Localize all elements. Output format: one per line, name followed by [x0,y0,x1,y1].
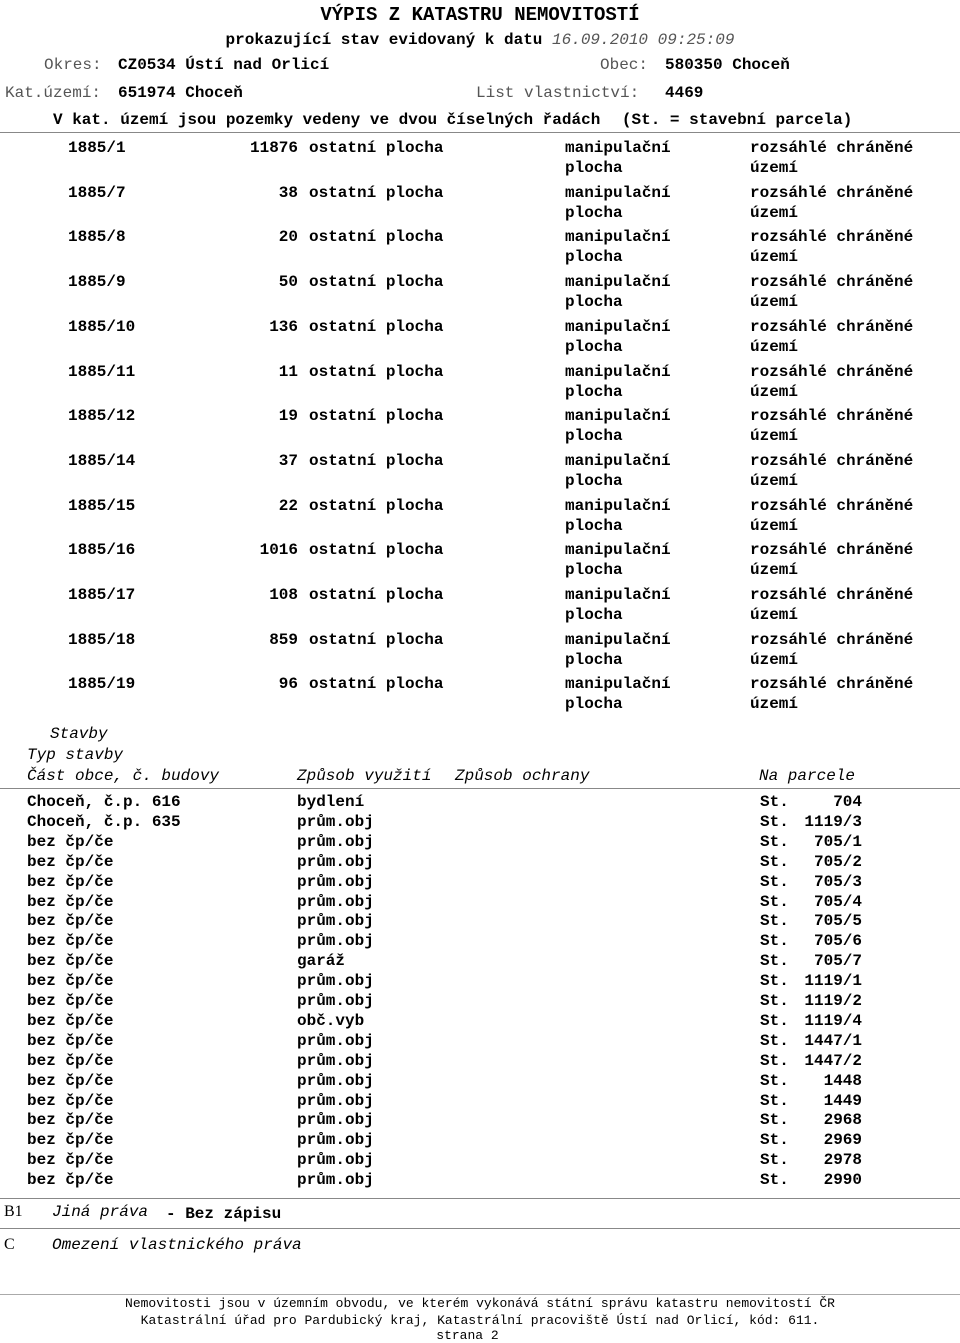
building-location: bez čp/če [27,872,114,891]
building-parcel-number: 2990 [823,1171,862,1190]
building-parcel-number: 1119/1 [804,972,862,991]
building-location: bez čp/če [27,832,114,851]
parcel-protection-line1: rozsáhlé chráněné [750,362,914,381]
parcel-protection-line2: území [750,203,799,222]
parcel-use-line1: manipulační [565,496,671,515]
parcel-use-line1: manipulační [565,675,671,694]
building-parcel-prefix: St. [760,1171,789,1190]
parcel-row [0,496,960,536]
col-header-parcela: Na parcele [759,767,856,785]
building-use: prům.obj [297,972,374,991]
building-row [0,931,960,951]
parcel-area: 38 [278,183,298,202]
building-parcel-number: 2978 [823,1151,862,1170]
building-row [0,852,960,872]
parcel-protection-line2: území [750,159,799,177]
parcel-type: ostatní plocha [309,362,444,381]
building-use: prům.obj [297,872,374,891]
building-parcel-prefix: St. [760,852,789,871]
building-parcel-number: 705/2 [813,852,862,871]
obec-label: Obec: [600,56,649,74]
parcel-area: 20 [278,228,298,247]
lv-label: List vlastnictví: [476,84,640,102]
building-parcel-prefix: St. [760,832,789,851]
parcel-area: 96 [278,675,298,694]
subtitle-prefix: prokazující stav evidovaný k datu [225,31,543,49]
parcel-use-line2: plocha [565,248,623,267]
parcel-row [0,317,960,357]
parcel-area: 108 [269,586,298,604]
parcel-type: ostatní plocha [309,183,444,202]
parcel-use-line2: plocha [565,293,623,312]
building-use: prům.obj [297,832,374,851]
building-row [0,1170,960,1190]
building-location: bez čp/če [27,1071,114,1090]
building-use: prům.obj [297,1071,374,1090]
building-location: bez čp/če [27,852,114,871]
building-row [0,1110,960,1130]
parcel-number: 1885/15 [68,496,136,515]
parcel-use-line1: manipulační [565,407,671,426]
series-note-suffix: (St. = stavební parcela) [621,111,853,129]
parcel-protection-line2: území [750,427,799,446]
parcel-type: ostatní plocha [309,675,444,694]
parcel-use-line1: manipulační [565,317,671,336]
building-row [0,892,960,912]
building-row [0,1051,960,1071]
parcel-protection-line1: rozsáhlé chráněné [750,407,914,426]
parcel-number: 1885/9 [68,273,126,292]
parcel-number: 1885/11 [68,362,136,381]
section-c-code: C [4,1236,15,1253]
parcel-use-line1: manipulační [565,451,671,470]
parcel-number: 1885/12 [68,407,136,426]
parcel-use-line1: manipulační [565,228,671,247]
building-location: bez čp/če [27,972,114,991]
building-parcel-number: 1119/3 [804,812,862,831]
parcel-row [0,406,960,446]
building-use: prům.obj [297,1131,374,1150]
building-parcel-prefix: St. [760,992,789,1010]
building-parcel-number: 1447/1 [804,1031,862,1050]
section-c-label: Omezení vlastnického práva [52,1236,302,1254]
parcel-type: ostatní plocha [309,407,444,426]
parcel-protection-line2: území [750,561,799,580]
parcel-protection-line2: území [750,293,799,312]
building-use: prům.obj [297,932,374,951]
building-parcel-number: 705/1 [813,832,862,851]
parcel-protection-line1: rozsáhlé chráněné [750,675,914,694]
building-location: bez čp/če [27,1131,114,1150]
parcel-type: ostatní plocha [309,586,444,604]
parcel-protection-line1: rozsáhlé chráněné [750,630,914,649]
building-parcel-prefix: St. [760,1031,789,1050]
document-title: VÝPIS Z KATASTRU NEMOVITOSTÍ [320,4,640,26]
building-use: prům.obj [297,1031,374,1050]
parcel-area: 50 [278,273,298,292]
building-row [0,832,960,852]
parcel-type: ostatní plocha [309,451,444,470]
parcel-number: 1885/14 [68,451,136,470]
building-location: bez čp/če [27,952,114,971]
footer-rule [0,1294,960,1295]
parcel-use-line2: plocha [565,337,623,356]
parcel-number: 1885/1 [68,139,126,157]
building-row [0,951,960,971]
footer-page-number: strana 2 [436,1328,499,1343]
building-row [0,792,960,812]
building-parcel-prefix: St. [760,793,789,811]
section-b1-code: B1 [4,1203,23,1220]
building-parcel-prefix: St. [760,932,789,951]
parcel-protection-line2: území [750,248,799,267]
parcel-number: 1885/10 [68,317,136,336]
building-parcel-prefix: St. [760,1071,789,1090]
building-location: bez čp/če [27,1011,114,1030]
col-header-cast: Část obce, č. budovy [27,767,220,785]
building-use: prům.obj [297,892,374,911]
parcel-use-line2: plocha [565,471,623,490]
parcel-number: 1885/19 [68,675,136,694]
building-location: bez čp/če [27,892,114,911]
parcel-use-line2: plocha [565,695,623,714]
building-row [0,812,960,832]
building-parcel-prefix: St. [760,1091,789,1110]
building-location: bez čp/če [27,1151,114,1170]
building-use: prům.obj [297,1151,374,1170]
document-subtitle [0,30,960,50]
building-row [0,1150,960,1170]
parcel-use-line2: plocha [565,159,623,177]
building-parcel-prefix: St. [760,912,789,931]
parcel-type: ostatní plocha [309,541,444,560]
parcel-use-line2: plocha [565,382,623,401]
parcel-row [0,540,960,580]
header-rule [0,132,960,133]
building-use: prům.obj [297,912,374,931]
building-use: bydlení [297,793,365,811]
building-parcel-number: 705/7 [813,952,862,971]
building-use: garáž [297,952,346,971]
parcel-use-line1: manipulační [565,139,671,157]
parcel-use-line2: plocha [565,650,623,669]
building-use: prům.obj [297,1171,374,1190]
building-parcel-number: 1119/2 [804,992,862,1010]
building-row [0,872,960,892]
obec-value: 580350 Choceň [665,56,790,74]
parcel-use-line2: plocha [565,516,623,535]
stavby-header-rule [0,788,960,789]
building-row [0,1011,960,1031]
building-use: prům.obj [297,992,374,1010]
building-parcel-number: 2968 [823,1111,862,1130]
col-header-zpusob: Způsob využití [297,767,432,785]
col-header-ochrana: Způsob ochrany [455,767,590,785]
building-location: bez čp/če [27,1171,114,1190]
parcel-type: ostatní plocha [309,228,444,247]
katuzemi-value: 651974 Choceň [118,84,243,102]
typ-stavby-label: Typ stavby [27,746,124,764]
parcel-use-line1: manipulační [565,362,671,381]
building-use: prům.obj [297,852,374,871]
parcel-area: 37 [278,451,298,470]
section-b1-value: - Bez zápisu [166,1205,282,1223]
building-row [0,1071,960,1091]
parcel-protection-line2: území [750,471,799,490]
building-row [0,911,960,931]
parcel-use-line1: manipulační [565,273,671,292]
parcel-number: 1885/7 [68,183,126,202]
stavby-section-label: Stavby [50,725,108,743]
parcel-row [0,272,960,312]
parcel-area: 859 [269,630,298,649]
building-parcel-number: 1447/2 [804,1051,862,1070]
parcel-use-line2: plocha [565,606,623,624]
building-parcel-number: 705/5 [813,912,862,931]
parcel-type: ostatní plocha [309,273,444,292]
parcel-row [0,674,960,714]
parcel-type: ostatní plocha [309,630,444,649]
building-parcel-prefix: St. [760,1151,789,1170]
report-datetime: 16.09.2010 09:25:09 [552,31,735,49]
building-location: Choceň, č.p. 616 [27,793,181,811]
parcel-area: 22 [278,496,298,515]
building-parcel-number: 2969 [823,1131,862,1150]
parcel-number: 1885/17 [68,586,136,604]
parcel-row [0,362,960,402]
building-parcel-number: 705/6 [813,932,862,951]
building-parcel-prefix: St. [760,872,789,891]
parcel-row [0,630,960,670]
parcel-area: 136 [269,317,298,336]
parcel-protection-line2: území [750,337,799,356]
parcel-protection-line2: území [750,650,799,669]
parcel-type: ostatní plocha [309,496,444,515]
series-note [53,110,852,130]
parcel-use-line1: manipulační [565,541,671,560]
building-location: Choceň, č.p. 635 [27,812,181,831]
parcel-protection-line1: rozsáhlé chráněné [750,586,914,604]
parcel-protection-line1: rozsáhlé chráněné [750,541,914,560]
building-parcel-number: 705/3 [813,872,862,891]
building-parcel-number: 704 [833,793,862,811]
footer-line-2: Katastrální úřad pro Pardubický kraj, Katastrální pracoviště Ústí nad Orlicí, kód: 611. [140,1313,820,1328]
parcel-type: ostatní plocha [309,139,444,157]
building-parcel-prefix: St. [760,1111,789,1130]
building-parcel-prefix: St. [760,1011,789,1030]
parcel-number: 1885/18 [68,630,136,649]
parcel-protection-line1: rozsáhlé chráněné [750,183,914,202]
building-location: bez čp/če [27,932,114,951]
okres-value: CZ0534 Ústí nad Orlicí [118,56,330,74]
building-parcel-prefix: St. [760,1131,789,1150]
parcel-protection-line1: rozsáhlé chráněné [750,228,914,247]
parcel-protection-line1: rozsáhlé chráněné [750,273,914,292]
building-location: bez čp/če [27,992,114,1010]
katuzemi-label: Kat.území: [5,84,102,102]
building-location: bez čp/če [27,1111,114,1130]
parcel-use-line1: manipulační [565,586,671,604]
building-parcel-number: 705/4 [813,892,862,911]
building-parcel-prefix: St. [760,812,789,831]
building-row [0,1130,960,1150]
footer-line-1: Nemovitosti jsou v územním obvodu, ve kterém vykonává státní správu katastru nemovitostí ČR [125,1296,835,1311]
building-parcel-prefix: St. [760,1051,789,1070]
parcel-area: 11 [278,362,298,381]
building-row [0,991,960,1011]
parcel-row [0,227,960,267]
parcel-type: ostatní plocha [309,317,444,336]
building-use: prům.obj [297,812,374,831]
building-use: obč.vyb [297,1011,365,1030]
building-row [0,1031,960,1051]
parcel-use-line1: manipulační [565,183,671,202]
parcel-area: 19 [278,407,298,426]
building-row [0,971,960,991]
parcel-protection-line2: území [750,382,799,401]
parcel-number: 1885/8 [68,228,126,247]
parcel-protection-line1: rozsáhlé chráněné [750,139,914,157]
building-location: bez čp/če [27,1091,114,1110]
building-parcel-number: 1448 [823,1071,862,1090]
parcel-row [0,138,960,178]
parcel-protection-line1: rozsáhlé chráněné [750,496,914,515]
parcel-protection-line2: území [750,516,799,535]
building-parcel-number: 1119/4 [804,1011,862,1030]
parcel-row [0,183,960,223]
parcel-protection-line2: území [750,606,799,624]
building-location: bez čp/če [27,1031,114,1050]
building-use: prům.obj [297,1091,374,1110]
building-row [0,1091,960,1111]
parcel-use-line1: manipulační [565,630,671,649]
parcel-protection-line1: rozsáhlé chráněné [750,317,914,336]
parcel-number: 1885/16 [68,541,136,560]
building-parcel-number: 1449 [823,1091,862,1110]
parcel-protection-line1: rozsáhlé chráněné [750,451,914,470]
parcel-use-line2: plocha [565,203,623,222]
okres-label: Okres: [44,56,102,74]
series-note-text: V kat. území jsou pozemky vedeny ve dvou číselných řadách [53,111,601,129]
parcel-area: 11876 [249,139,298,157]
parcel-protection-line2: území [750,695,799,714]
parcel-use-line2: plocha [565,561,623,580]
lv-value: 4469 [665,84,704,102]
b1-rule [0,1198,960,1199]
building-parcel-prefix: St. [760,952,789,971]
parcel-area: 1016 [259,541,298,560]
building-use: prům.obj [297,1051,374,1070]
c-rule [0,1228,960,1229]
section-b1-label: Jiná práva [52,1203,149,1221]
building-parcel-prefix: St. [760,972,789,991]
building-location: bez čp/če [27,912,114,931]
parcel-use-line2: plocha [565,427,623,446]
building-parcel-prefix: St. [760,892,789,911]
parcel-row [0,585,960,625]
building-location: bez čp/če [27,1051,114,1070]
building-use: prům.obj [297,1111,374,1130]
parcel-row [0,451,960,491]
